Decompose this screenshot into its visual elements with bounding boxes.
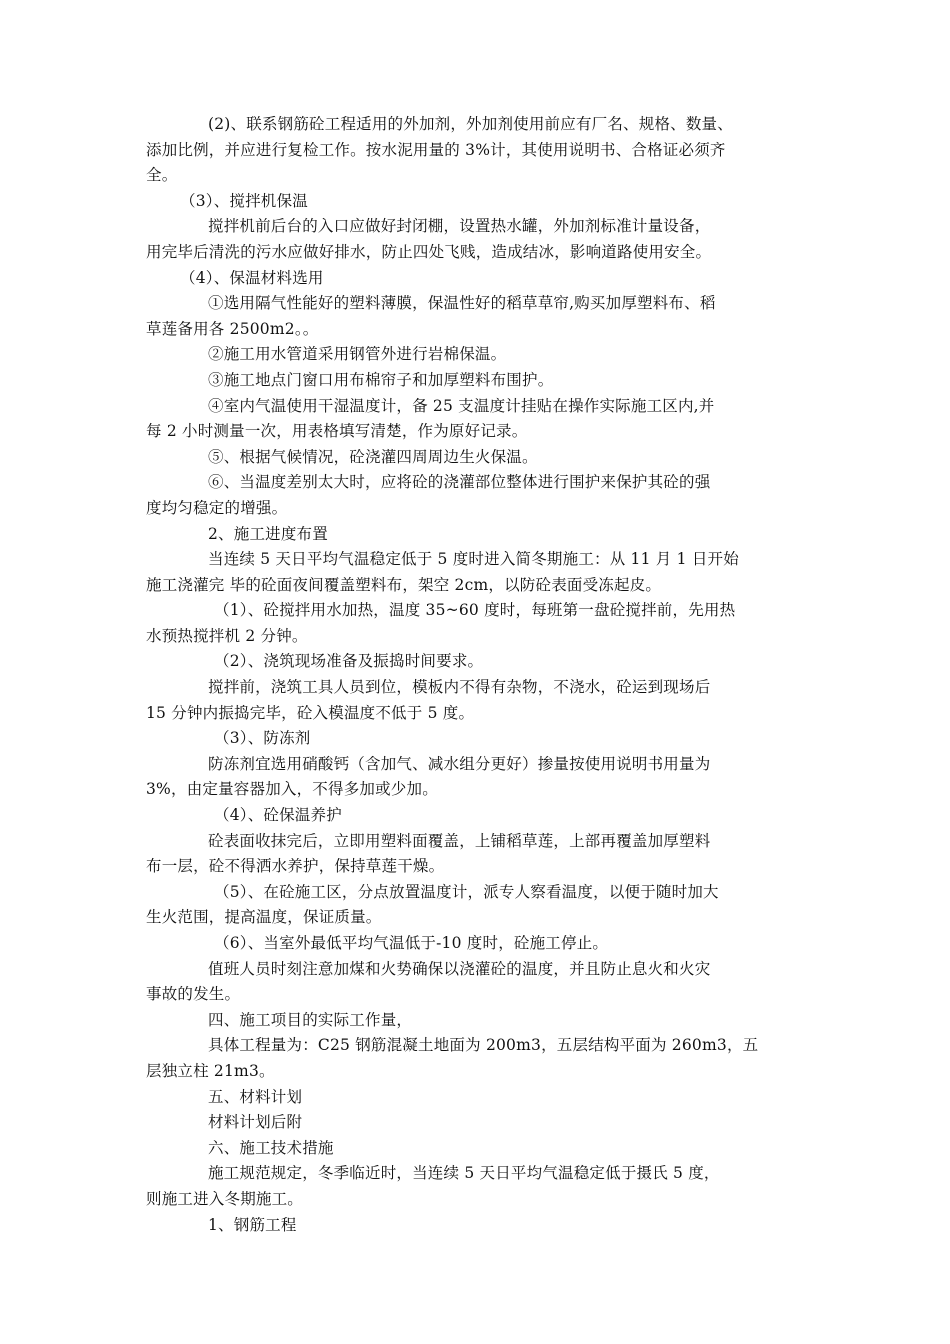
text-line: 添加比例，并应进行复检工作。按水泥用量的 3%计，其使用说明书、合格证必须齐 bbox=[146, 140, 726, 159]
text-line: ⑥、当温度差别太大时，应将砼的浇灌部位整体进行围护来保护其砼的强 bbox=[208, 473, 711, 492]
document-body bbox=[146, 112, 806, 1238]
text-line: （6）、当室外最低平均气温低于-10 度时，砼施工停止。 bbox=[214, 934, 609, 952]
text-line: 水预热搅拌机 2 分钟。 bbox=[146, 626, 308, 645]
text-line: 五、材料计划 bbox=[208, 1087, 303, 1106]
text-line: 度均匀稳定的增强。 bbox=[146, 498, 288, 517]
text-line: 布一层，砼不得洒水养护，保持草莲干燥。 bbox=[146, 857, 445, 876]
text-line: 六、施工技术措施 bbox=[208, 1138, 334, 1157]
text-line: （2）、浇筑现场准备及振捣时间要求。 bbox=[214, 652, 484, 671]
text-line: 15 分钟内振捣完毕，砼入模温度不低于 5 度。 bbox=[146, 703, 475, 722]
text-line: 施工规范规定，冬季临近时，当连续 5 天日平均气温稳定低于摄氏 5 度， bbox=[208, 1164, 720, 1183]
text-line: （4）、保温材料选用 bbox=[180, 268, 324, 287]
text-line: 全。 bbox=[146, 166, 178, 185]
text-line: ⑤、根据气候情况，砼浇灌四周周边生火保温。 bbox=[208, 447, 538, 466]
text-line: 当连续 5 天日平均气温稳定低于 5 度时进入简冬期施工：从 11 月 1 日开始 bbox=[208, 550, 739, 569]
text-line: ②施工用水管道采用钢管外进行岩棉保温。 bbox=[208, 345, 507, 364]
text-line: 每 2 小时测量一次，用表格填写清楚，作为原好记录。 bbox=[146, 422, 528, 441]
text-line: （5）、在砼施工区，分点放置温度计，派专人察看温度，以便于随时加大 bbox=[214, 882, 719, 901]
text-line: （1）、砼搅拌用水加热，温度 35~60 度时，每班第一盘砼搅拌前，先用热 bbox=[214, 601, 736, 620]
text-line: 搅拌前，浇筑工具人员到位，模板内不得有杂物，不浇水，砼运到现场后 bbox=[208, 678, 711, 697]
text-line: 3%，由定量容器加入，不得多加或少加。 bbox=[146, 780, 438, 799]
text-line: ④室内气温使用干湿温度计，备 25 支温度计挂贴在操作实际施工区内,并 bbox=[208, 396, 715, 415]
text-line: (2)、联系钢筋砼工程适用的外加剂，外加剂使用前应有厂名、规格、数量、 bbox=[208, 115, 733, 133]
text-line: 施工浇灌完 毕的砼面夜间覆盖塑料布，架空 2cm，以防砼表面受冻起皮。 bbox=[146, 575, 662, 594]
text-line: （3）、搅拌机保温 bbox=[180, 191, 308, 210]
text-line: 搅拌机前后台的入口应做好封闭棚，设置热水罐，外加剂标准计量设备， bbox=[208, 217, 711, 236]
text-line: 具体工程量为：C25 钢筋混凝土地面为 200m3，五层结构平面为 260m3，五 bbox=[208, 1036, 759, 1055]
text-line: 生火范围，提高温度，保证质量。 bbox=[146, 908, 382, 927]
text-line: 四、施工项目的实际工作量， bbox=[208, 1010, 413, 1029]
text-line: 2、施工进度布置 bbox=[208, 524, 328, 543]
text-line: 用完毕后清洗的污水应做好排水，防止四处飞贱，造成结冰，影响道路使用安全。 bbox=[146, 242, 712, 261]
text-line: 值班人员时刻注意加煤和火势确保以浇灌砼的温度，并且防止息火和火灾 bbox=[208, 959, 711, 978]
text-line: （4）、砼保温养护 bbox=[214, 806, 342, 825]
text-line: 层独立柱 21m3。 bbox=[146, 1061, 275, 1080]
text-line: 事故的发生。 bbox=[146, 985, 241, 1004]
text-line: 则施工进入冬期施工。 bbox=[146, 1189, 304, 1208]
text-line: ③施工地点门窗口用布棉帘子和加厚塑料布围护。 bbox=[208, 370, 554, 389]
text-line: ①选用隔气性能好的塑料薄膜，保温性好的稻草草帘,购买加厚塑料布、稻 bbox=[208, 294, 716, 313]
text-line: （3）、防冻剂 bbox=[214, 729, 311, 748]
text-line: 1、钢筋工程 bbox=[208, 1215, 297, 1234]
text-line: 砼表面收抹完后，立即用塑料面覆盖，上铺稻草莲，上部再覆盖加厚塑料 bbox=[208, 831, 711, 850]
text-line: 防冻剂宜选用硝酸钙（含加气、减水组分更好）掺量按使用说明书用量为 bbox=[208, 754, 711, 773]
text-line: 草莲备用各 2500m2。。 bbox=[146, 319, 319, 338]
text-line: 材料计划后附 bbox=[208, 1113, 303, 1132]
